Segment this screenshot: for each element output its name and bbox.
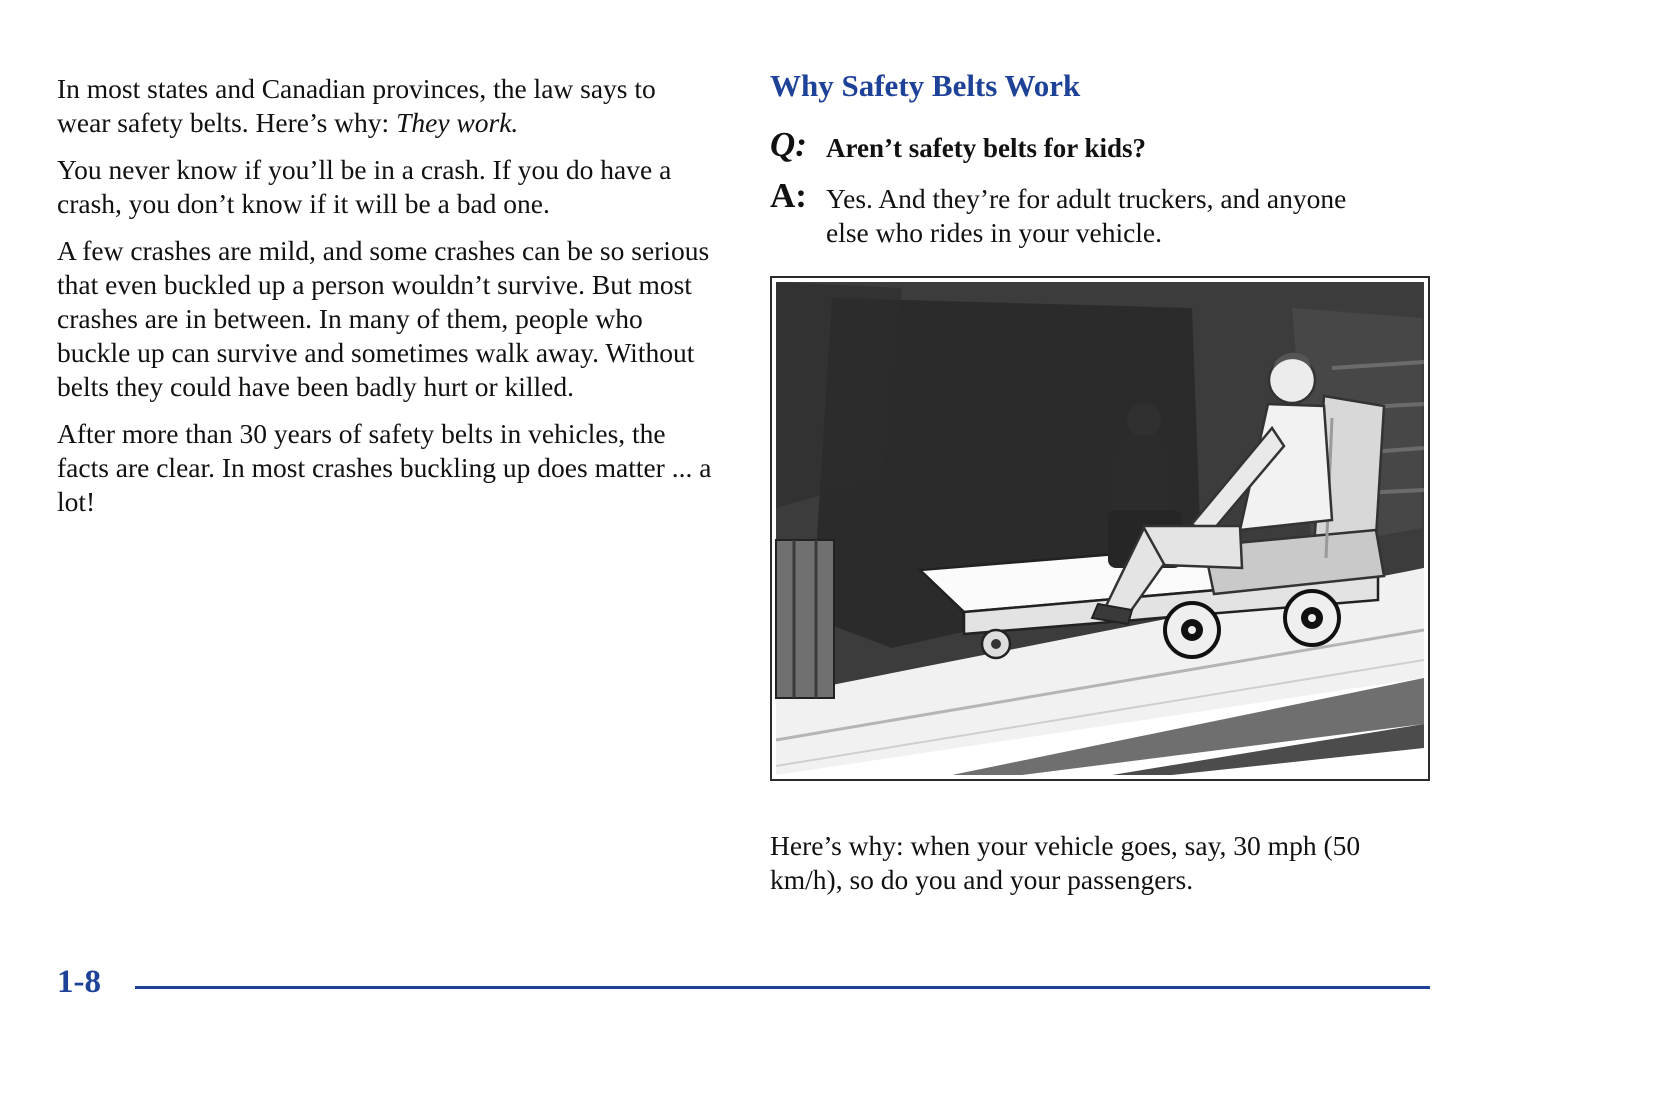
crash-sled-figure [772, 278, 1428, 779]
footer-rule [135, 986, 1430, 989]
answer-text: Yes. And they’re for adult truckers, and anyone else who rides in your vehicle. [826, 183, 1347, 248]
question-label: Q: [770, 125, 807, 164]
answer-label: A: [770, 176, 807, 215]
right-column [770, 64, 1435, 897]
paragraph-30-years: After more than 30 years of safety belts in vehicles, the facts are clear. In most crashes buckling up does matter ... a lot! [57, 418, 712, 517]
paragraph-law-text: In most states and Canadian provinces, the law says to wear safety belts. Here’s why: [57, 73, 656, 138]
rear-wheel-1 [1165, 603, 1219, 657]
section-heading: Why Safety Belts Work [770, 68, 1081, 103]
paragraph-crash-severity: A few crashes are mild, and some crashes can be so serious that even buckled up a person wouldn’t survive. But most crashes are in between. In many of them, people who buckle up can survive and sometimes walk away. Without belts they could have been badly hurt or killed. [57, 235, 710, 402]
question-row [770, 126, 1435, 165]
paragraph-law [57, 72, 712, 140]
answer-row [770, 177, 1435, 250]
paragraph-law-italic: They work. [396, 107, 519, 138]
barrier-crate [776, 540, 834, 698]
figure-caption: Here’s why: when your vehicle goes, say, 30 mph (50 km/h), so do you and your passengers. [770, 830, 1361, 895]
rear-wheel-2 [1285, 591, 1339, 645]
page-number: 1-8 [57, 964, 101, 1000]
paragraph-never-know: You never know if you’ll be in a crash. If you do have a crash, you don’t know if it will be a bad one. [57, 154, 672, 219]
question-text: Aren’t safety belts for kids? [826, 133, 1146, 163]
crash-sled-illustration [770, 276, 1430, 781]
left-column [57, 72, 712, 532]
